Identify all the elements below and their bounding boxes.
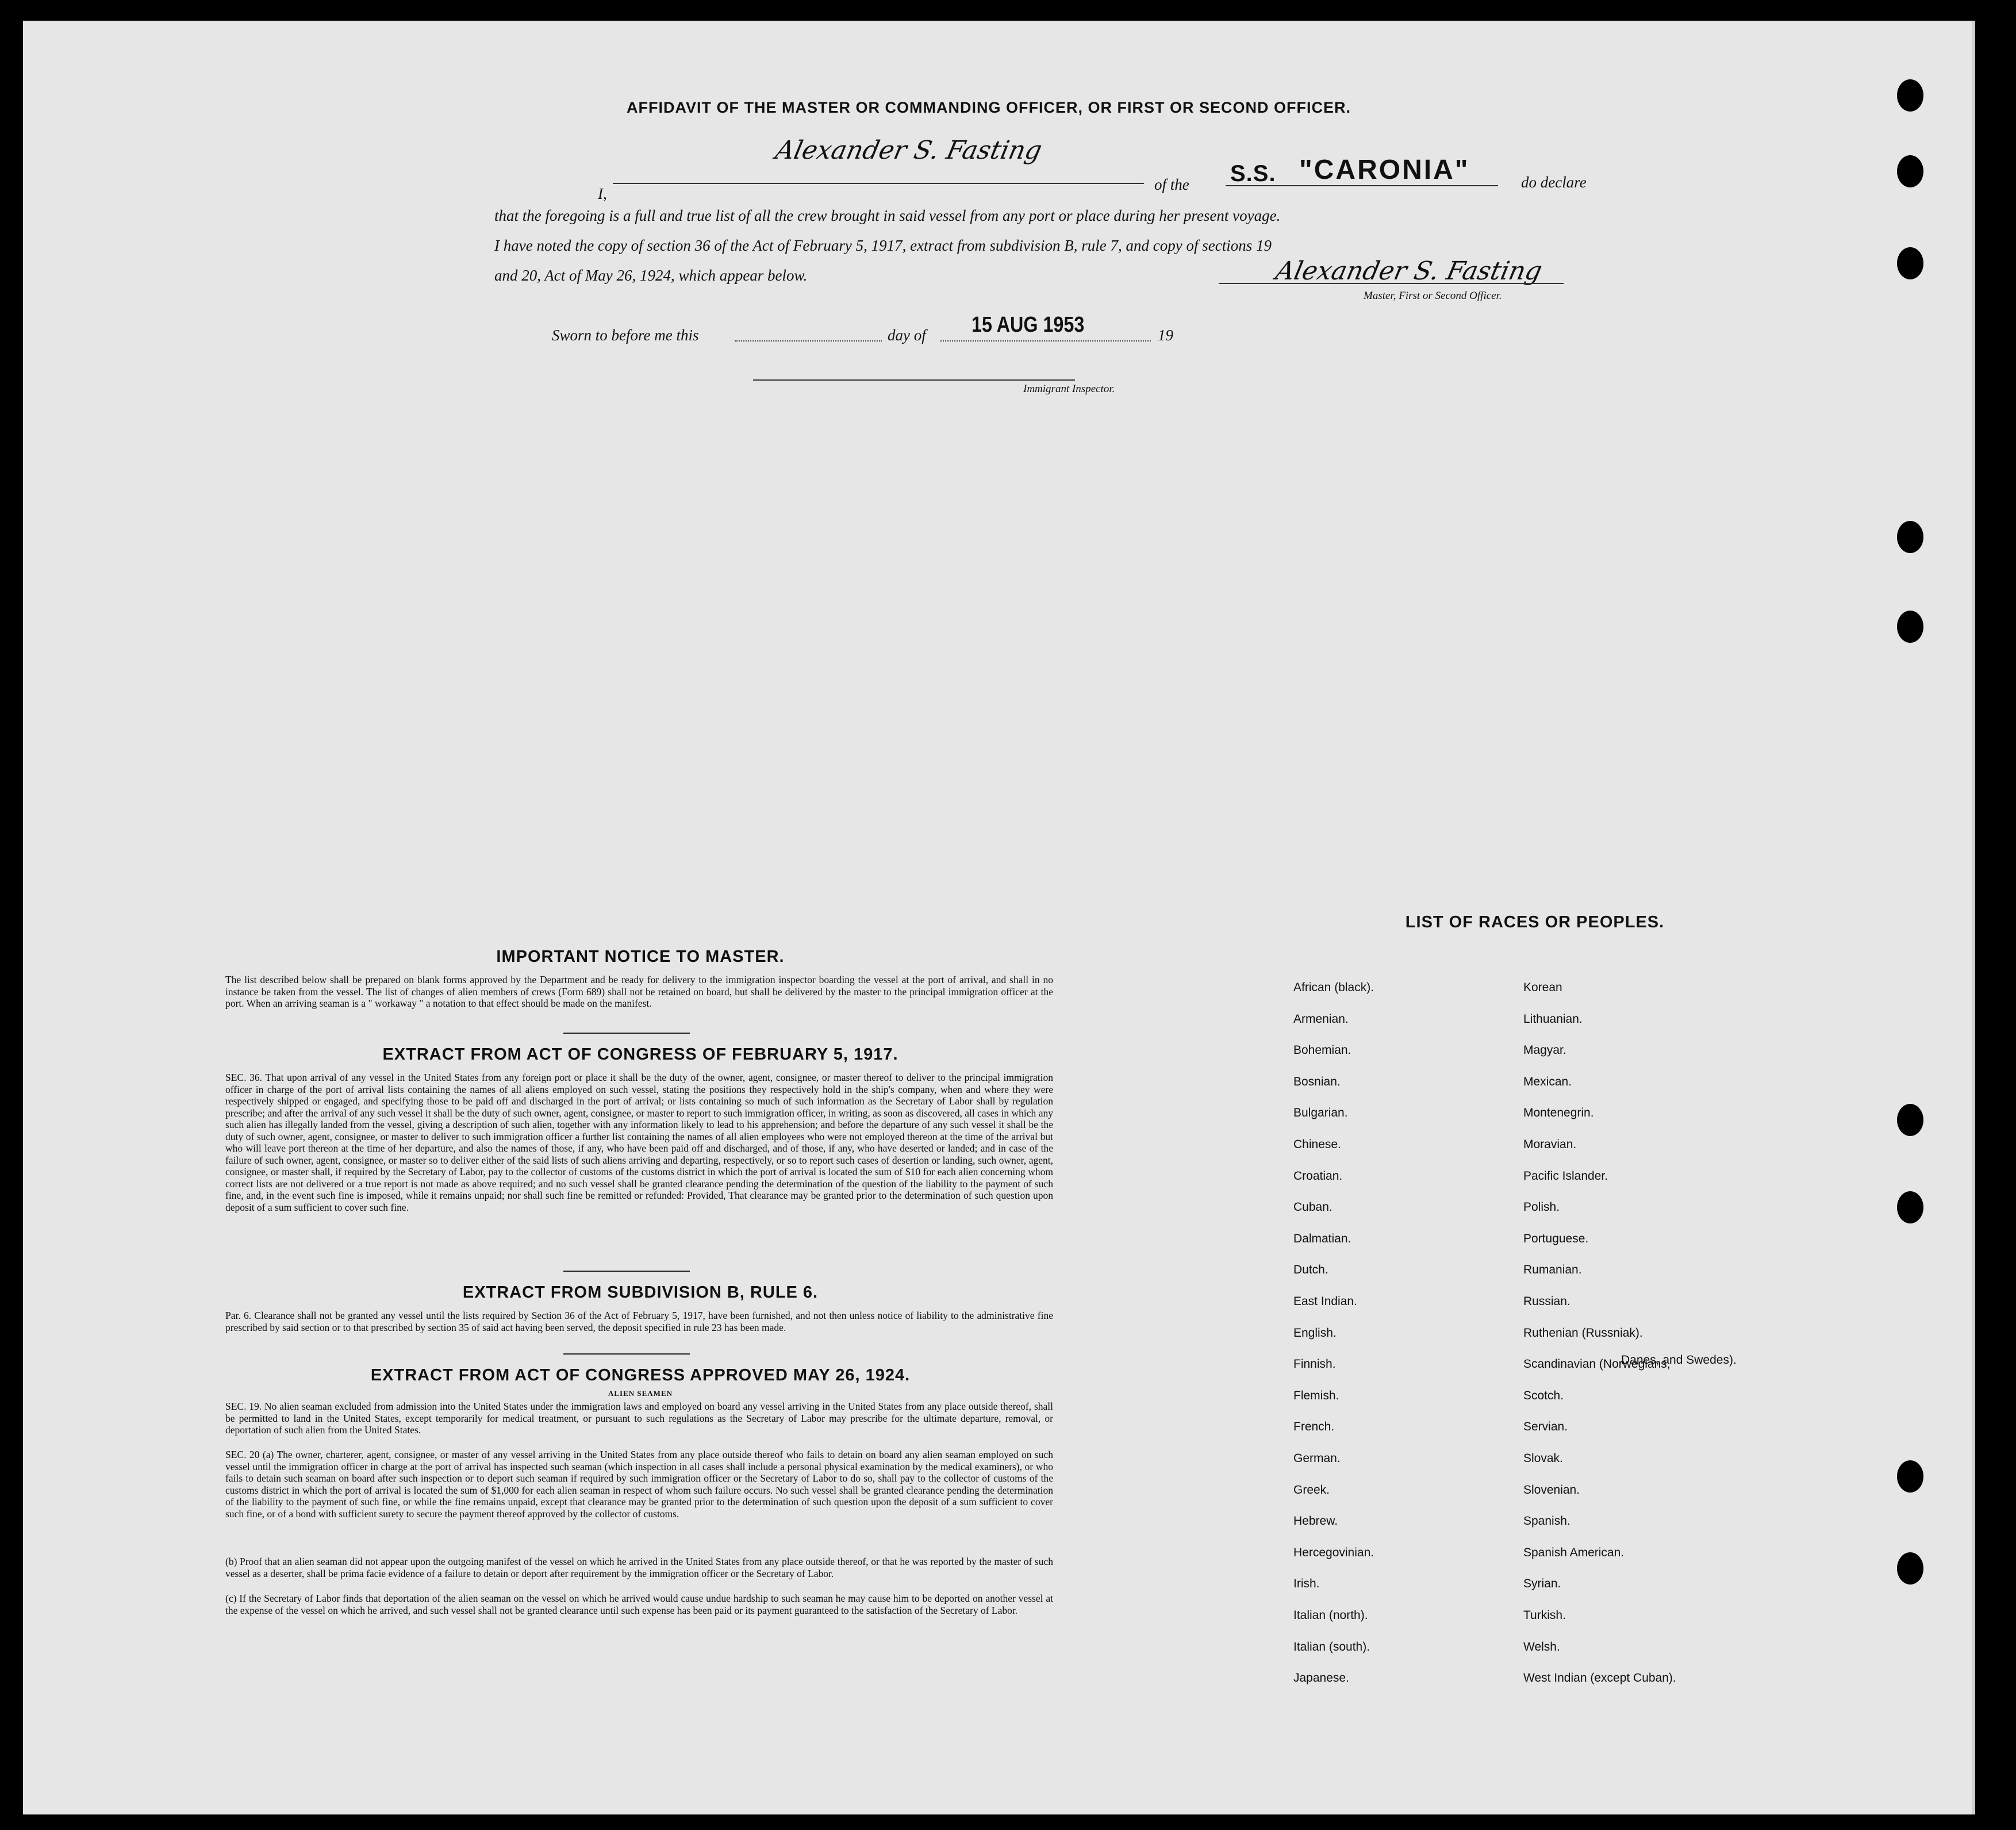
- race-right-continuation: Danes, and Swedes).: [1621, 1353, 1737, 1367]
- ship-name: "CARONIA": [1299, 155, 1470, 185]
- extract-1924-sec20a: SEC. 20 (a) The owner, charterer, agent, consignee, or master of any vessel arriving in the United States from any place outside thereof who fails to detain on board any alien seaman employed on such vessel until the immigration officer in charge at the port of arrival has inspected such seaman (which inspection in all cases shall include a personal physical examination by the medical examiners), or who fails to detain such seaman on board after such inspection or to deport such seaman if required by such immigration officer or the Secretary of Labor to do so, shall pay to the collector of customs of the customs district in which the port of arrival is located the sum of $1,000 for each alien seaman in respect of whom such failure occurs. No such vessel shall be granted clearance pending the determination of the liability to the payment of such fine, or while the fine remains unpaid, except that clearance may be granted prior to the determination of such question upon the deposit of a sum sufficient to cover such fine, or of a bond with sufficient surety to secure the payment thereof approved by the collector of customs.: [225, 1449, 1053, 1520]
- master-signature-line: [1219, 283, 1564, 284]
- master-caption: Master, First or Second Officer.: [1364, 290, 1502, 302]
- race-item: Spanish American.: [1523, 1546, 1625, 1559]
- ship-prefix: S.S.: [1230, 161, 1276, 186]
- race-item: Turkish.: [1523, 1609, 1566, 1622]
- race-item: Irish.: [1293, 1577, 1320, 1590]
- race-item: Cuban.: [1293, 1200, 1333, 1214]
- race-item: Bulgarian.: [1293, 1106, 1348, 1119]
- sworn-day-line: [735, 340, 882, 342]
- race-item: Hercegovinian.: [1293, 1546, 1374, 1559]
- race-item: Servian.: [1523, 1420, 1568, 1433]
- race-item: Finnish.: [1293, 1357, 1336, 1371]
- race-item: Portuguese.: [1523, 1232, 1589, 1245]
- race-item: Moravian.: [1523, 1138, 1577, 1151]
- race-item: Spanish.: [1523, 1514, 1570, 1528]
- binder-hole: [1897, 1552, 1923, 1585]
- race-item: Scandinavian (Norwegians,: [1523, 1357, 1671, 1371]
- race-item: Dutch.: [1293, 1263, 1328, 1276]
- race-item: Bosnian.: [1293, 1075, 1341, 1088]
- binder-hole: [1897, 247, 1923, 279]
- binder-hole: [1897, 611, 1923, 643]
- affidavit-title: AFFIDAVIT OF THE MASTER OR COMMANDING OFFICER, OR FIRST OR SECOND OFFICER.: [627, 99, 1351, 116]
- i-label: I,: [598, 185, 607, 202]
- binder-hole: [1897, 521, 1923, 553]
- binder-hole: [1897, 79, 1923, 112]
- race-item: Greek.: [1293, 1483, 1330, 1497]
- ship-line: [1226, 185, 1498, 186]
- affidavit-line-3: and 20, Act of May 26, 1924, which appear below.: [494, 267, 808, 284]
- race-item: Italian (south).: [1293, 1640, 1370, 1653]
- binder-hole: [1897, 1460, 1923, 1493]
- race-item: Russian.: [1523, 1295, 1570, 1308]
- day-of-label: day of: [888, 327, 926, 344]
- extract-1924-subtitle: ALIEN SEAMEN: [608, 1389, 673, 1398]
- affidavit-line-1: that the foregoing is a full and true list of all the crew brought in said vessel from any port or place during her present voyage.: [494, 207, 1281, 224]
- notice-title: IMPORTANT NOTICE TO MASTER.: [496, 947, 785, 966]
- race-item: Chinese.: [1293, 1138, 1341, 1151]
- do-declare-label: do declare: [1521, 174, 1587, 191]
- race-item: Korean: [1523, 981, 1562, 994]
- sworn-label: Sworn to before me this: [552, 327, 699, 344]
- race-item: Armenian.: [1293, 1012, 1349, 1026]
- binder-hole: [1897, 1191, 1923, 1223]
- race-item: Slovenian.: [1523, 1483, 1580, 1497]
- document-sheet: [23, 21, 1975, 1814]
- race-item: Italian (north).: [1293, 1609, 1368, 1622]
- extract-1924-sec20b: (b) Proof that an alien seaman did not appear upon the outgoing manifest of the vessel on which he arrived in the United States from any place outside thereof, or that he was reported by the master of such vessel as a deserter, shall be prima facie evidence of a failure to detain or deport after requirement by the immigration officer or the Secretary of Labor.: [225, 1556, 1053, 1579]
- master-signature: Alexander S. Fasting: [1273, 256, 1545, 286]
- race-item: Ruthenian (Russniak).: [1523, 1326, 1643, 1340]
- extract-1924-title: EXTRACT FROM ACT OF CONGRESS APPROVED MAY 26, 1924.: [370, 1366, 911, 1384]
- extract-rule6-body: Par. 6. Clearance shall not be granted any vessel until the lists required by Section 36 of the Act of February 5, 1917, have been furnished, and not then unless notice of liability to the administrative fine prescribed by said section or to that prescribed by section 35 of said act having been served, the deposit specified in rule 23 has been made.: [225, 1310, 1053, 1333]
- race-item: Flemish.: [1293, 1389, 1339, 1402]
- race-item: German.: [1293, 1452, 1341, 1465]
- race-item: English.: [1293, 1326, 1337, 1340]
- race-item: Slovak.: [1523, 1452, 1563, 1465]
- race-item: East Indian.: [1293, 1295, 1357, 1308]
- binder-hole: [1897, 155, 1923, 187]
- race-item: Welsh.: [1523, 1640, 1560, 1653]
- divider-1: [563, 1033, 690, 1034]
- race-item: Mexican.: [1523, 1075, 1572, 1088]
- extract-1917-title: EXTRACT FROM ACT OF CONGRESS OF FEBRUARY 5, 1917.: [382, 1045, 898, 1064]
- extract-rule6-title: EXTRACT FROM SUBDIVISION B, RULE 6.: [462, 1283, 819, 1302]
- name-line: [613, 183, 1144, 184]
- race-item: Rumanian.: [1523, 1263, 1582, 1276]
- of-the-label: of the: [1154, 176, 1189, 193]
- race-item: Montenegrin.: [1523, 1106, 1594, 1119]
- year-prefix: 19: [1158, 327, 1173, 344]
- extract-1917-body: SEC. 36. That upon arrival of any vessel in the United States from any foreign port or place it shall be the duty of the owner, agent, consignee, or master thereof to deliver to the principal immigration officer in charge of the port of arrival lists containing the names of all aliens employed on such vessel, stating the positions they respectively hold in the ship's company, when and where they were respectively shipped or engaged, and specifying those to be paid off and discharged in the port of arrival; or lists containing so much of such information as the Secretary of Labor shall by regulation prescribe; and after the arrival of any such vessel it shall be the duty of such owner, agent, consignee, or master to report to such immigration officer, in writing, as soon as discovered, all cases in which any such alien has illegally landed from the vessel, giving a description of such alien, together with any information likely to lead to his apprehension; and before the departure of any such vessel it shall be the duty of such owner, agent, consignee, or master to deliver to such immigration officer a further list containing the names of all alien employees who were not employed thereon at the time of the arrival but who will leave port thereon at the time of her departure, and also the names of those, if any, who have been paid off and discharged, and of those, if any, who have deserted or landed; and in case of the failure of such owner, agent, consignee, or master so to deliver either of the said lists of such aliens arriving and departing, respectively, or so to report such cases of desertion or landing, such owner, agent, consignee, or master shall, if required by the Secretary of Labor, pay to the collector of customs of the customs district in which the port of arrival is located the sum of $10 for each alien concerning whom correct lists are not delivered or a true report is not made as above required; and no such vessel shall be granted clearance pending the determination of the question of the liability to the payment of such fine, and, in the event such fine is imposed, while it remains unpaid; nor shall such fine be remitted or refunded: Provided, That clearance may be granted prior to the determination of such question upon deposit of a sum sufficient to cover such fine.: [225, 1072, 1053, 1213]
- extract-1924-sec20c: (c) If the Secretary of Labor finds that deportation of the alien seaman on the vessel on which he arrived would cause undue hardship to such seaman he may cause him to be deported on another vessel at the expense of the vessel on which he arrived, and such vessel shall not be granted clearance until such expense has been paid or its payment guaranteed to the satisfaction of the Secretary of Labor.: [225, 1593, 1053, 1616]
- bleed-through-text: [494, 124, 800, 141]
- inspector-line: [753, 379, 1075, 381]
- race-item: Pacific Islander.: [1523, 1169, 1608, 1183]
- inspector-caption: Immigrant Inspector.: [1023, 383, 1115, 395]
- notice-body: The list described below shall be prepared on blank forms approved by the Department and be ready for delivery to the immigration inspector boarding the vessel at the port of arrival, and shall in no instance be taken from the vessel. The list of changes of alien members of crews (Form 689) shall not be retained on board, but shall be delivered by the master to the principal immigration officer at the port. When an arriving seaman is a " workaway " a notation to that effect should be made on the manifest.: [225, 974, 1053, 1009]
- divider-2: [563, 1271, 690, 1272]
- race-item: Hebrew.: [1293, 1514, 1338, 1528]
- binder-hole: [1897, 1104, 1923, 1136]
- race-item: Bohemian.: [1293, 1043, 1351, 1057]
- sworn-month-line: [940, 340, 1151, 342]
- race-item: Magyar.: [1523, 1043, 1566, 1057]
- extract-1924-sec19: SEC. 19. No alien seaman excluded from admission into the United States under the immigration laws and employed on board any vessel arriving in the United States from any place outside thereof, shall be permitted to land in the United States, except temporarily for medical treatment, or pursuant to such regulations as the Secretary of Labor may prescribe for the ultimate departure, removal, or deportation of such alien from the United States.: [225, 1401, 1053, 1436]
- race-item: Syrian.: [1523, 1577, 1561, 1590]
- race-item: Japanese.: [1293, 1671, 1349, 1685]
- race-item: African (black).: [1293, 981, 1374, 994]
- race-item: Polish.: [1523, 1200, 1560, 1214]
- date-stamp: 15 AUG 1953: [971, 313, 1085, 337]
- affidavit-line-2: I have noted the copy of section 36 of the Act of February 5, 1917, extract from subdivision B, rule 7, and copy of sections 19: [494, 237, 1272, 254]
- race-item: Scotch.: [1523, 1389, 1564, 1402]
- race-item: Croatian.: [1293, 1169, 1343, 1183]
- race-item: West Indian (except Cuban).: [1523, 1671, 1676, 1685]
- races-title: LIST OF RACES OR PEOPLES.: [1405, 913, 1665, 931]
- divider-3: [563, 1353, 690, 1355]
- race-item: Dalmatian.: [1293, 1232, 1351, 1245]
- signature-inline: Alexander S. Fasting: [773, 136, 1045, 165]
- race-item: French.: [1293, 1420, 1335, 1433]
- race-item: Lithuanian.: [1523, 1012, 1583, 1026]
